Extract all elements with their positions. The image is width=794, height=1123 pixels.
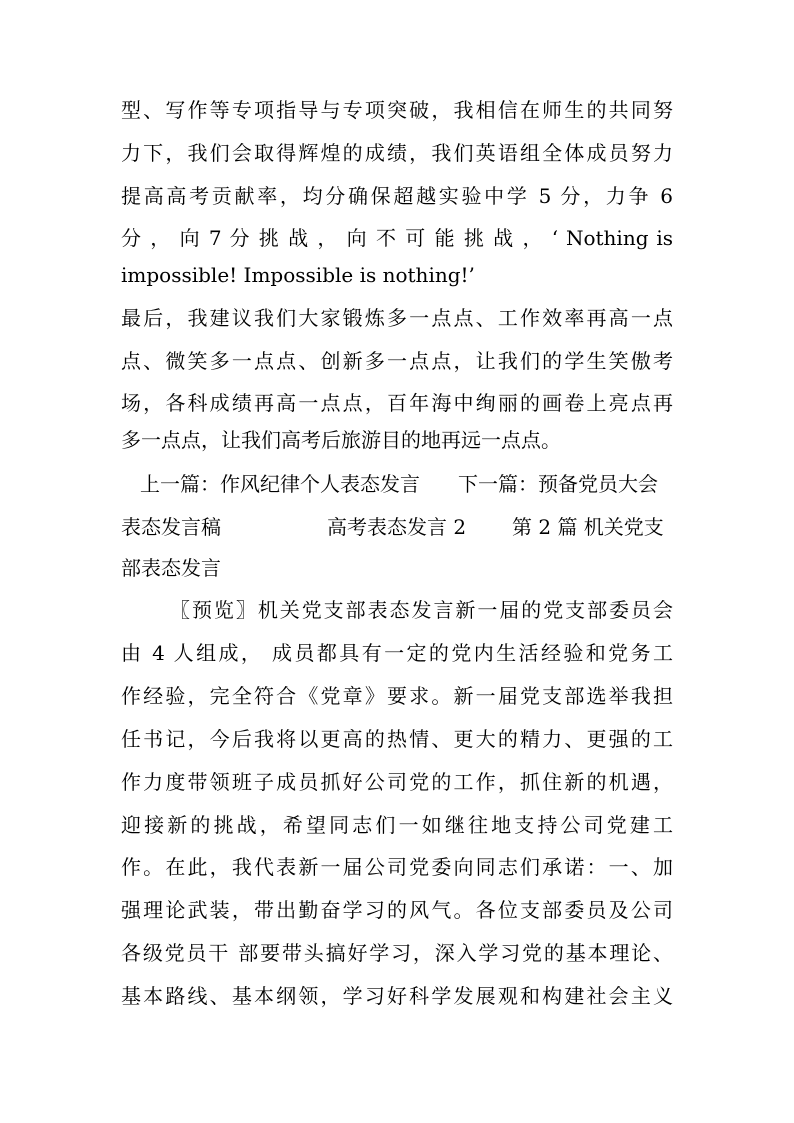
paragraph-line: 多一点点，让我们高考后旅游目的地再远一点点。 (121, 428, 561, 452)
paragraph-line: 型、写作等专项指导与专项突破，我相信在师生的共同努 (121, 98, 673, 122)
paragraph-line: 各级党员干 部要带头搞好学习，深入学习党的基本理论、 (121, 941, 673, 965)
paragraph-line: 作。在此，我代表新一届公司党委向同志们承诺：一、加 (121, 855, 673, 879)
paragraph-line: 提高高考贡献率，均分确保超越实验中学 5 分，力争 6 (121, 184, 673, 208)
next-article-link-cont[interactable]: 表态发言稿 (121, 515, 221, 539)
paragraph-line: 作经验，完全符合《党章》要求。新一届党支部选举我担 (121, 684, 673, 708)
paragraph-line: impossible! Impossible is nothing!’ (121, 263, 475, 287)
related-article-link-cont[interactable]: 部表态发言 (121, 556, 221, 580)
prev-article-link[interactable]: 上一篇：作风纪律个人表态发言 (140, 472, 420, 496)
paragraph-line: 最后，我建议我们大家锻炼多一点点、工作效率再高一点 (121, 306, 673, 330)
paragraph-line: 基本路线、基本纲领，学习好科学发展观和构建社会主义 (121, 984, 673, 1008)
paragraph-line: 力下，我们会取得辉煌的成绩，我们英语组全体成员努力 (121, 141, 673, 165)
paragraph-line: 〖预览〗机关党支部表态发言新一届的党支部委员会 (170, 598, 673, 622)
next-article-link[interactable]: 下一篇：预备党员大会 (458, 472, 658, 496)
paragraph-line: 由 4 人组成， 成员都具有一定的党内生活经验和党务工 (121, 641, 673, 665)
paragraph-line: 强理论武装，带出勤奋学习的风气。各位支部委员及公司 (121, 898, 673, 922)
paragraph-line: 任书记，今后我将以更高的热情、更大的精力、更强的工 (121, 727, 673, 751)
paragraph-line: 场，各科成绩再高一点点，百年海中绚丽的画卷上亮点再 (121, 391, 673, 415)
paragraph-line: 分 ， 向 7 分 挑 战 ， 向 不 可 能 挑 战 ， ‘ Nothing is (121, 226, 673, 250)
related-article-link[interactable]: 第 2 篇 机关党支 (512, 515, 664, 539)
paragraph-line: 作力度带领班子成员抓好公司党的工作，抓住新的机遇， (121, 770, 673, 794)
related-article-link[interactable]: 高考表态发言 2 (327, 515, 467, 539)
paragraph-line: 点、微笑多一点点、创新多一点点，让我们的学生笑傲考 (121, 349, 673, 373)
paragraph-line: 迎接新的挑战，希望同志们一如继往地支持公司党建工 (121, 813, 673, 837)
